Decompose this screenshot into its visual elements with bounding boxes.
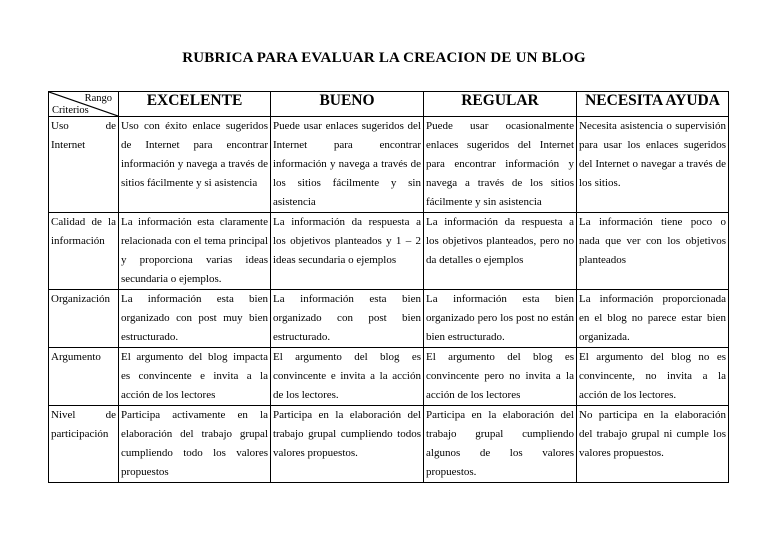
rubric-cell: La información da respuesta a los objetivos planteados y 1 – 2 ideas secundaria o ejemplos [271,213,424,290]
table-row [49,348,729,406]
table-row [49,406,729,483]
rubric-cell: No participa en la elaboración del trabajo grupal ni cumple los valores propuestos. [577,406,729,483]
rubric-cell: La información da respuesta a los objetivos planteados, pero no da detalles o ejemplos [424,213,577,290]
rubric-cell: Puede usar enlaces sugeridos del Internet para encontrar información y navega a través de los sitios fácilmente y sin asistencia [271,117,424,213]
rubric-cell: Necesita asistencia o supervisión para usar los enlaces sugeridos del Internet o navegar a través de los sitios. [577,117,729,213]
rubric-cell: El argumento del blog impacta es convincente e invita a la acción de los lectores [119,348,271,406]
rubric-cell: Participa en la elaboración del trabajo grupal cumpliendo todos valores propuestos. [271,406,424,483]
rubric-cell: El argumento del blog es convincente e invita a la acción de los lectores. [271,348,424,406]
table-row [49,290,729,348]
header-necesita-ayuda: NECESITA AYUDA [577,92,729,117]
rubric-cell: La información esta bien organizado con post muy bien estructurado. [119,290,271,348]
rubric-cell: Uso con éxito enlace sugeridos de Internet para encontrar información y navega a través de sitios fácilmente y si asistencia [119,117,271,213]
rubric-cell: La información esta bien organizado pero los post no están bien estructurado. [424,290,577,348]
rubric-cell: La información tiene poco o nada que ver con los objetivos planteados [577,213,729,290]
rubric-table [48,91,729,483]
corner-label-rango: Rango [84,93,112,104]
rubric-cell: La información esta claramente relacionada con el tema principal y proporciona varias ideas secundaria o ejemplos. [119,213,271,290]
rubric-cell: Puede usar ocasionalmente enlaces sugeridos del Internet para encontrar información y navega a través de los sitios fácilmente y sin asistencia [424,117,577,213]
criterion-cell: Organización [49,290,119,348]
header-row [49,92,729,117]
criterion-cell: Nivel de participación [49,406,119,483]
table-row [49,117,729,213]
rubric-cell: Participa activamente en la elaboración del trabajo grupal cumpliendo todo los valores propuestos [119,406,271,483]
corner-header-cell [49,92,119,117]
table-row [49,213,729,290]
criterion-cell: Calidad de la información [49,213,119,290]
document-title: RUBRICA PARA EVALUAR LA CREACION DE UN BLOG [182,50,586,66]
rubric-cell: El argumento del blog no es convincente, no invita a la acción de los lectores. [577,348,729,406]
criterion-cell: Argumento [49,348,119,406]
header-regular: REGULAR [424,92,577,117]
rubric-cell: La información proporcionada en el blog no parece estar bien organizada. [577,290,729,348]
rubric-cell: La información esta bien organizado con post bien estructurado. [271,290,424,348]
header-bueno: BUENO [271,92,424,117]
header-excelente: EXCELENTE [119,92,271,117]
corner-label-criterios: Criterios [52,105,89,116]
rubric-cell: El argumento del blog es convincente pero no invita a la acción de los lectores [424,348,577,406]
rubric-cell: Participa en la elaboración del trabajo grupal cumpliendo algunos de los valores propuestos. [424,406,577,483]
criterion-cell: Uso de Internet [49,117,119,213]
